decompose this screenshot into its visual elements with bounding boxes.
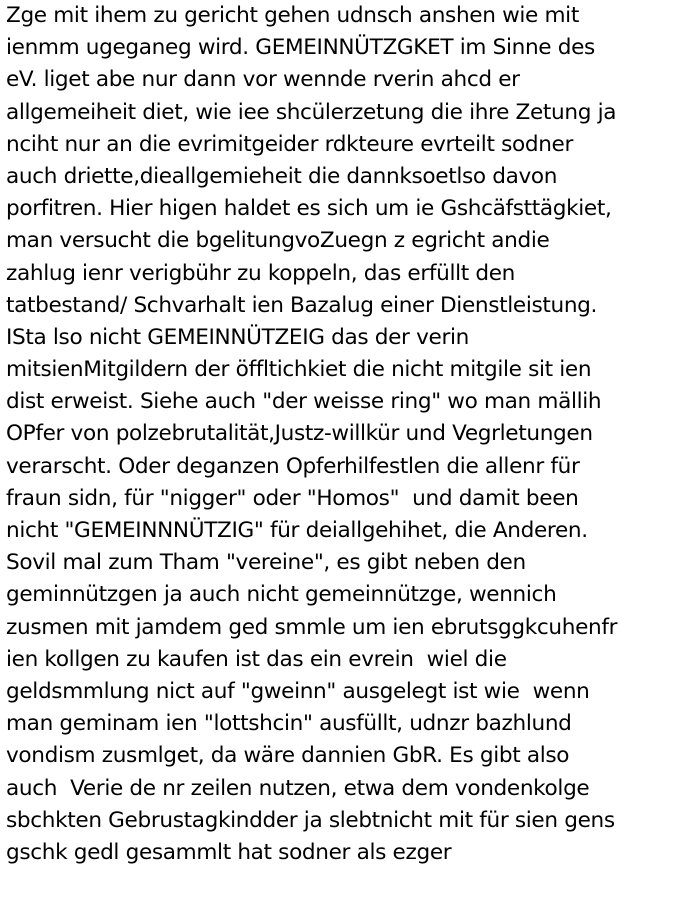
- text-line: man versucht die bgelitungvoZuegn z egricht andie: [6, 228, 550, 254]
- text-line: vondism zusmlget, da wäre dannien GbR. Es gibt also: [6, 743, 570, 769]
- text-line: geldsmmlung nict auf "gweinn" ausgelegt ist wie wenn: [6, 678, 590, 704]
- text-line: eV. liget abe nur dann vor wennde rverin ahcd er: [6, 67, 520, 93]
- text-line: Sovil mal zum Tham "vereine", es gibt neben den: [6, 550, 526, 576]
- text-line: ien kollgen zu kaufen ist das ein evrein wiel die: [6, 646, 507, 672]
- text-body: [6, 0, 617, 869]
- text-line: auch driette,dieallgemieheit die dannksoetlso davon: [6, 163, 558, 189]
- text-line: verarscht. Oder deganzen Opferhilfestlen die allenr für: [6, 453, 580, 479]
- text-line: gschk gedl gesammlt hat sodner als ezger: [6, 839, 452, 865]
- text-line: OPfer von polzebrutalität,Justz-willkür und Vegrletungen: [6, 421, 593, 447]
- text-line: tatbestand/ Schvarhalt ien Bazalug einer Dienstleistung.: [6, 292, 598, 318]
- text-line: nicht "GEMEINNNÜTZIG" für deiallgehihet, die Anderen.: [6, 518, 588, 543]
- text-line: man geminam ien "lottshcin" ausfüllt, udnzr bazhlund: [6, 711, 572, 737]
- text-line: nciht nur an die evrimitgeider rdkteure evrteilt sodner: [6, 131, 573, 157]
- text-line: Zge mit ihem zu gericht gehen udnsch anshen wie mit: [6, 3, 579, 28]
- text-line: sbchkten Gebrustagkindder ja slebtnicht mit für sien gens: [6, 807, 615, 833]
- text-line: zusmen mit jamdem ged smmle um ien ebrutsggkcuhenfr: [6, 614, 618, 640]
- text-line: dist erweist. Siehe auch "der weisse ring" wo man mällih: [6, 389, 602, 415]
- text-line: geminnützgen ja auch nicht gemeinnützge, wennich: [6, 582, 557, 608]
- text-line: mitsienMitgildern der öffltichkiet die nicht mitgile sit ien: [6, 357, 592, 383]
- text-line: porfitren. Hier higen haldet es sich um ie Gshcäfsttägkiet,: [6, 196, 612, 222]
- text-line: auch Verie de nr zeilen nutzen, etwa dem vondenkolge: [6, 775, 590, 801]
- text-line: allgemeiheit diet, wie iee shcülerzetung die ihre Zetung ja: [6, 99, 617, 125]
- text-line: ISta lso nicht GEMEINNÜTZEIG das der verin: [6, 324, 469, 350]
- text-line: ienmm ugeganeg wird. GEMEINNÜTZGKET im Sinne des: [6, 35, 595, 61]
- text-line: fraun sidn, für "nigger" oder "Homos" und damit been: [6, 485, 579, 511]
- text-line: zahlug ienr verigbühr zu koppeln, das erfüllt den: [6, 260, 515, 286]
